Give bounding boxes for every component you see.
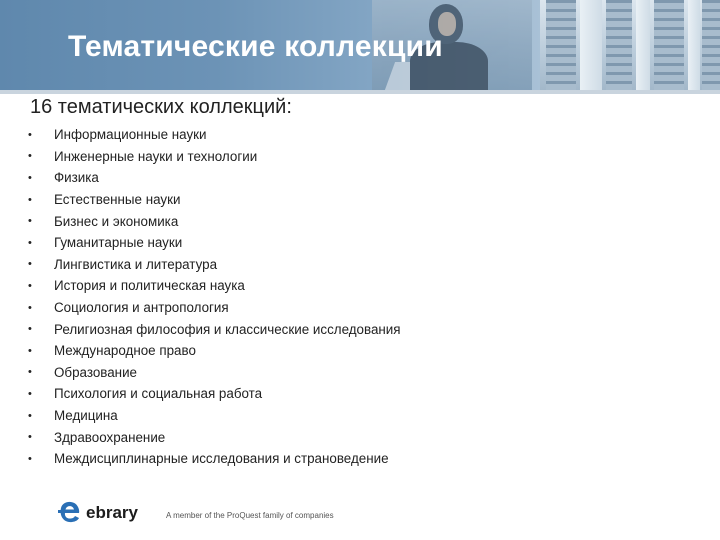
bullet-icon: • bbox=[28, 366, 32, 379]
bullet-icon: • bbox=[28, 431, 32, 444]
list-item-label: Психология и социальная работа bbox=[54, 386, 263, 402]
bookshelf-shape bbox=[606, 0, 632, 90]
list-item bbox=[26, 124, 686, 146]
bullet-icon: • bbox=[28, 128, 32, 141]
pillar-shape bbox=[688, 0, 700, 90]
bullet-icon: • bbox=[28, 150, 32, 163]
bookshelf-shape bbox=[654, 0, 684, 90]
bullet-icon: • bbox=[28, 344, 32, 357]
list-item-label: Гуманитарные науки bbox=[54, 235, 183, 251]
bookshelf-shape bbox=[702, 0, 720, 90]
list-item-label: Социология и антропология bbox=[54, 300, 229, 316]
list-item-label: Естественные науки bbox=[54, 192, 181, 208]
footer bbox=[58, 498, 418, 526]
list-item bbox=[26, 189, 686, 211]
bullet-icon: • bbox=[28, 258, 32, 271]
list-item-label: Бизнес и экономика bbox=[54, 213, 179, 229]
list-item-label: Международное право bbox=[54, 343, 196, 359]
header-banner bbox=[0, 0, 720, 90]
bullet-icon: • bbox=[28, 387, 32, 400]
bullet-icon: • bbox=[28, 236, 32, 249]
bullet-icon: • bbox=[28, 323, 32, 336]
list-item-label: Междисциплинарные исследования и страноведение bbox=[54, 451, 389, 467]
collections-list bbox=[26, 124, 686, 470]
list-item bbox=[26, 426, 686, 448]
list-item bbox=[26, 405, 686, 427]
list-item bbox=[26, 297, 686, 319]
list-item-label: Религиозная философия и классические исследования bbox=[54, 321, 401, 337]
header-divider bbox=[0, 90, 720, 94]
list-item bbox=[26, 318, 686, 340]
list-item-label: Лингвистика и литература bbox=[54, 256, 218, 272]
list-item bbox=[26, 340, 686, 362]
bookshelf-shape bbox=[546, 0, 576, 90]
list-item bbox=[26, 232, 686, 254]
page-title: Тематические коллекции bbox=[68, 30, 443, 63]
collections-subtitle: 16 тематических коллекций: bbox=[30, 96, 292, 118]
list-item bbox=[26, 146, 686, 168]
bullet-icon: • bbox=[28, 409, 32, 422]
list-item-label: Инженерные науки и технологии bbox=[54, 148, 258, 164]
list-item bbox=[26, 210, 686, 232]
list-item bbox=[26, 383, 686, 405]
bullet-icon: • bbox=[28, 301, 32, 314]
list-item-label: История и политическая наука bbox=[54, 278, 245, 294]
list-item-label: Медицина bbox=[54, 408, 118, 424]
bullet-icon: • bbox=[28, 171, 32, 184]
bullet-icon: • bbox=[28, 279, 32, 292]
ebrary-logo-icon bbox=[58, 499, 82, 525]
pillar-shape bbox=[580, 0, 602, 90]
bullet-icon: • bbox=[28, 452, 32, 465]
list-item bbox=[26, 275, 686, 297]
bullet-icon: • bbox=[28, 215, 32, 228]
footer-tagline: A member of the ProQuest family of companies bbox=[165, 510, 334, 520]
list-item-label: Образование bbox=[54, 364, 137, 380]
list-item-label: Физика bbox=[54, 170, 99, 186]
pillar-shape bbox=[636, 0, 650, 90]
list-item bbox=[26, 167, 686, 189]
header-photo-library bbox=[540, 0, 720, 90]
list-item bbox=[26, 448, 686, 470]
list-item bbox=[26, 362, 686, 384]
ebrary-logo-text: ebrary bbox=[86, 503, 138, 522]
list-item-label: Информационные науки bbox=[54, 127, 207, 143]
bullet-icon: • bbox=[28, 193, 32, 206]
list-item bbox=[26, 254, 686, 276]
list-item-label: Здравоохранение bbox=[54, 429, 166, 445]
